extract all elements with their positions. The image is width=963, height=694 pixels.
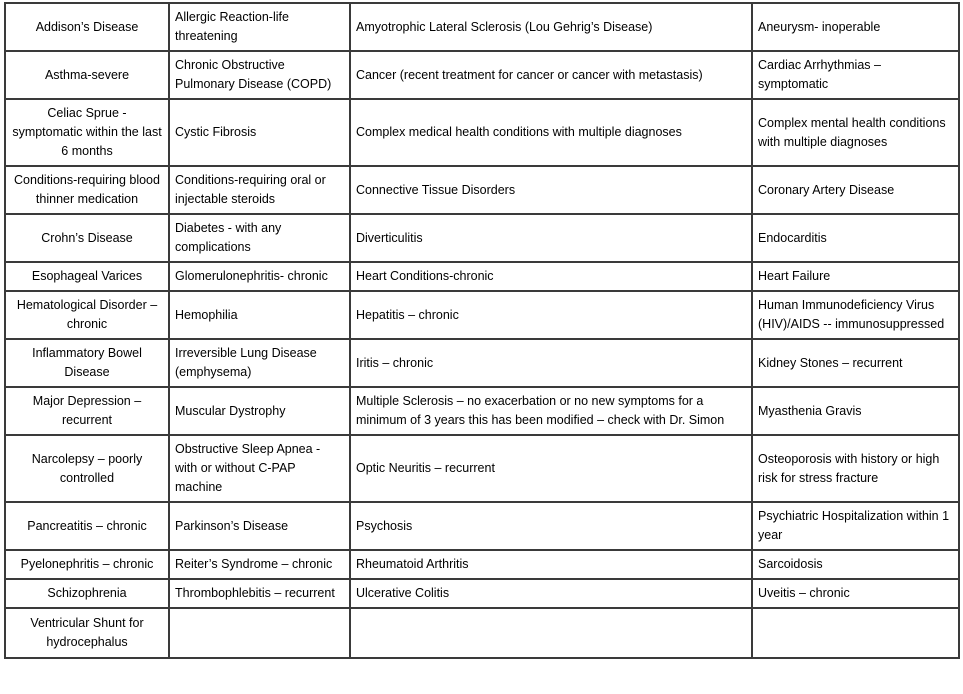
table-cell: Hepatitis – chronic — [350, 291, 752, 339]
table-cell: Schizophrenia — [5, 579, 169, 608]
table-cell: Glomerulonephritis- chronic — [169, 262, 350, 291]
table-cell: Rheumatoid Arthritis — [350, 550, 752, 579]
table-row — [5, 262, 959, 291]
table-row — [5, 387, 959, 435]
table-cell: Pancreatitis – chronic — [5, 502, 169, 550]
table-row — [5, 291, 959, 339]
table-cell: Diverticulitis — [350, 214, 752, 262]
table-cell: Psychiatric Hospitalization within 1 year — [752, 502, 959, 550]
table-row — [5, 99, 959, 166]
table-cell: Cystic Fibrosis — [169, 99, 350, 166]
table-cell: Celiac Sprue - symptomatic within the last 6 months — [5, 99, 169, 166]
table-row — [5, 166, 959, 214]
table-cell: Obstructive Sleep Apnea - with or without C-PAP machine — [169, 435, 350, 502]
table-row — [5, 214, 959, 262]
table-cell: Ventricular Shunt for hydrocephalus — [5, 608, 169, 658]
table-cell: Thrombophlebitis – recurrent — [169, 579, 350, 608]
table-cell: Addison’s Disease — [5, 3, 169, 51]
table-cell — [169, 608, 350, 658]
table-cell: Irreversible Lung Disease (emphysema) — [169, 339, 350, 387]
table-row — [5, 3, 959, 51]
table-cell: Multiple Sclerosis – no exacerbation or no new symptoms for a minimum of 3 years this has been modified – check with Dr. Simon — [350, 387, 752, 435]
table-cell: Osteoporosis with history or high risk for stress fracture — [752, 435, 959, 502]
table-cell — [350, 608, 752, 658]
table-cell: Iritis – chronic — [350, 339, 752, 387]
table-cell: Hematological Disorder – chronic — [5, 291, 169, 339]
table-cell: Uveitis – chronic — [752, 579, 959, 608]
table-row — [5, 435, 959, 502]
table-row — [5, 502, 959, 550]
table-cell: Amyotrophic Lateral Sclerosis (Lou Gehrig’s Disease) — [350, 3, 752, 51]
table-cell: Hemophilia — [169, 291, 350, 339]
table-cell: Heart Failure — [752, 262, 959, 291]
table-cell: Human Immunodeficiency Virus (HIV)/AIDS -- immunosuppressed — [752, 291, 959, 339]
table-cell: Optic Neuritis – recurrent — [350, 435, 752, 502]
table-row — [5, 608, 959, 658]
conditions-table — [4, 2, 960, 659]
table-cell: Narcolepsy – poorly controlled — [5, 435, 169, 502]
table-cell: Allergic Reaction-life threatening — [169, 3, 350, 51]
table-cell: Asthma-severe — [5, 51, 169, 99]
table-cell — [752, 608, 959, 658]
table-cell: Connective Tissue Disorders — [350, 166, 752, 214]
table-cell: Inflammatory Bowel Disease — [5, 339, 169, 387]
table-cell: Aneurysm- inoperable — [752, 3, 959, 51]
table-row — [5, 51, 959, 99]
table-cell: Esophageal Varices — [5, 262, 169, 291]
table-cell: Conditions-requiring oral or injectable steroids — [169, 166, 350, 214]
table-cell: Reiter’s Syndrome – chronic — [169, 550, 350, 579]
table-cell: Major Depression – recurrent — [5, 387, 169, 435]
conditions-table-wrapper — [4, 2, 960, 659]
table-row — [5, 339, 959, 387]
table-cell: Coronary Artery Disease — [752, 166, 959, 214]
table-cell: Sarcoidosis — [752, 550, 959, 579]
table-cell: Cancer (recent treatment for cancer or cancer with metastasis) — [350, 51, 752, 99]
table-row — [5, 579, 959, 608]
table-cell: Conditions-requiring blood thinner medication — [5, 166, 169, 214]
table-cell: Cardiac Arrhythmias – symptomatic — [752, 51, 959, 99]
table-cell: Kidney Stones – recurrent — [752, 339, 959, 387]
table-cell: Psychosis — [350, 502, 752, 550]
table-cell: Heart Conditions-chronic — [350, 262, 752, 291]
table-cell: Parkinson’s Disease — [169, 502, 350, 550]
table-cell: Ulcerative Colitis — [350, 579, 752, 608]
table-cell: Myasthenia Gravis — [752, 387, 959, 435]
table-cell: Complex mental health conditions with multiple diagnoses — [752, 99, 959, 166]
table-cell: Muscular Dystrophy — [169, 387, 350, 435]
table-cell: Crohn’s Disease — [5, 214, 169, 262]
table-row — [5, 550, 959, 579]
table-cell: Endocarditis — [752, 214, 959, 262]
table-cell: Chronic Obstructive Pulmonary Disease (COPD) — [169, 51, 350, 99]
table-cell: Complex medical health conditions with multiple diagnoses — [350, 99, 752, 166]
table-cell: Diabetes - with any complications — [169, 214, 350, 262]
table-cell: Pyelonephritis – chronic — [5, 550, 169, 579]
